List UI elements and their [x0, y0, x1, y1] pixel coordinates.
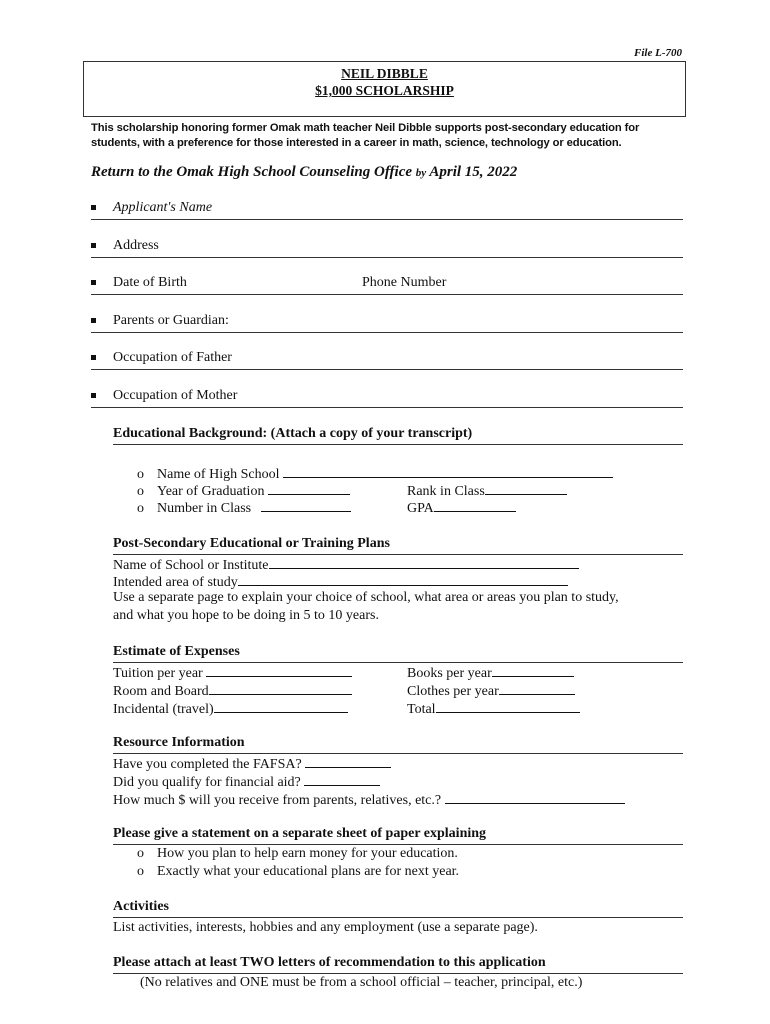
area-line[interactable] [113, 572, 568, 591]
howmuch-blank[interactable] [445, 790, 625, 804]
return-date: April 15, 2022 [429, 164, 518, 180]
plans-instruction-1: Use a separate page to explain your choice of school, what area or areas you plan to study, [113, 590, 619, 605]
books-blank[interactable] [492, 663, 574, 677]
gpa-blank[interactable] [434, 498, 516, 512]
high-school-label: Name of High School [157, 467, 280, 482]
statement-item-1 [137, 846, 458, 862]
occupation-father-label: Occupation of Father [113, 350, 232, 365]
resource-heading: Resource Information [113, 735, 683, 754]
circle-bullet-icon: o [137, 467, 144, 482]
title-box [83, 61, 686, 117]
bullet-square-icon [91, 355, 96, 360]
return-instructions [91, 164, 517, 181]
letters-heading: Please attach at least TWO letters of recommendation to this application [113, 955, 683, 974]
plans-heading: Post-Secondary Educational or Training Plans [113, 536, 683, 555]
bullet-square-icon [91, 243, 96, 248]
statement-item-2-text: Exactly what your educational plans are for next year. [157, 864, 460, 879]
books-line[interactable] [407, 663, 574, 682]
statement-heading: Please give a statement on a separate sheet of paper explaining [113, 826, 683, 845]
activities-text: List activities, interests, hobbies and any employment (use a separate page). [113, 920, 538, 935]
file-number: File L-700 [634, 47, 682, 59]
school-label: Name of School or Institute [113, 558, 269, 573]
letters-note: (No relatives and ONE must be from a school official – teacher, principal, etc.) [140, 975, 583, 990]
aid-label: Did you qualify for financial aid? [113, 775, 301, 790]
bullet-square-icon [91, 205, 96, 210]
plans-instruction-2: and what you hope to be doing in 5 to 10 years. [113, 608, 379, 623]
applicant-name-label: Applicant's Name [113, 200, 213, 215]
num-class-line[interactable] [137, 498, 351, 517]
return-prefix: Return to the Omak High School Counseling Office [91, 164, 413, 180]
fafsa-line[interactable] [113, 754, 391, 773]
fafsa-blank[interactable] [305, 754, 391, 768]
address-label: Address [113, 238, 159, 253]
parents-field[interactable] [91, 313, 683, 333]
incidental-line[interactable] [113, 699, 348, 718]
grad-year-blank[interactable] [268, 481, 350, 495]
phone-label: Phone Number [362, 275, 447, 290]
statement-item-2 [137, 864, 459, 880]
parents-label: Parents or Guardian: [113, 313, 229, 328]
clothes-label: Clothes per year [407, 684, 499, 699]
room-line[interactable] [113, 681, 352, 700]
circle-bullet-icon: o [137, 501, 144, 516]
rank-blank[interactable] [485, 481, 567, 495]
applicant-name-field[interactable] [91, 200, 683, 220]
title-amount: $1,000 SCHOLARSHIP [315, 83, 454, 98]
room-label: Room and Board [113, 684, 209, 699]
dob-label: Date of Birth [113, 275, 187, 290]
fafsa-label: Have you completed the FAFSA? [113, 757, 302, 772]
occupation-father-field[interactable] [91, 350, 683, 370]
activities-heading: Activities [113, 899, 683, 918]
statement-item-1-text: How you plan to help earn money for your education. [157, 846, 458, 861]
incidental-label: Incidental (travel) [113, 702, 214, 717]
room-blank[interactable] [209, 681, 352, 695]
title-name: NEIL DIBBLE [341, 66, 428, 81]
num-class-blank[interactable] [261, 498, 351, 512]
num-class-label: Number in Class [157, 501, 252, 516]
tuition-blank[interactable] [206, 663, 352, 677]
circle-bullet-icon: o [137, 864, 144, 879]
gpa-line[interactable] [407, 498, 516, 517]
tuition-line[interactable] [113, 663, 352, 682]
area-label: Intended area of study [113, 575, 238, 590]
howmuch-label: How much $ will you receive from parents, relatives, etc.? [113, 793, 442, 808]
high-school-blank[interactable] [283, 464, 613, 478]
occupation-mother-field[interactable] [91, 388, 683, 408]
total-blank[interactable] [436, 699, 580, 713]
tuition-label: Tuition per year [113, 666, 203, 681]
howmuch-line[interactable] [113, 790, 625, 809]
grad-year-label: Year of Graduation [157, 484, 265, 499]
total-label: Total [407, 702, 436, 717]
aid-blank[interactable] [304, 772, 380, 786]
expenses-heading: Estimate of Expenses [113, 644, 683, 663]
occupation-mother-label: Occupation of Mother [113, 388, 238, 403]
books-label: Books per year [407, 666, 492, 681]
bullet-square-icon [91, 393, 96, 398]
return-by: by [415, 167, 427, 179]
dob-phone-field[interactable] [91, 275, 683, 295]
address-field[interactable] [91, 238, 683, 258]
education-heading: Educational Background: (Attach a copy of your transcript) [113, 426, 683, 445]
school-blank[interactable] [269, 555, 579, 569]
area-blank[interactable] [238, 572, 568, 586]
gpa-label: GPA [407, 501, 434, 516]
total-line[interactable] [407, 699, 580, 718]
circle-bullet-icon: o [137, 484, 144, 499]
intro-text: This scholarship honoring former Omak math teacher Neil Dibble supports post-secondary education for students, with a preference for those interested in a career in math, science, technology or education. [91, 122, 640, 149]
incidental-blank[interactable] [214, 699, 348, 713]
rank-label: Rank in Class [407, 484, 485, 499]
clothes-line[interactable] [407, 681, 575, 700]
bullet-square-icon [91, 318, 96, 323]
bullet-square-icon [91, 280, 96, 285]
clothes-blank[interactable] [499, 681, 575, 695]
circle-bullet-icon: o [137, 846, 144, 861]
aid-line[interactable] [113, 772, 380, 791]
